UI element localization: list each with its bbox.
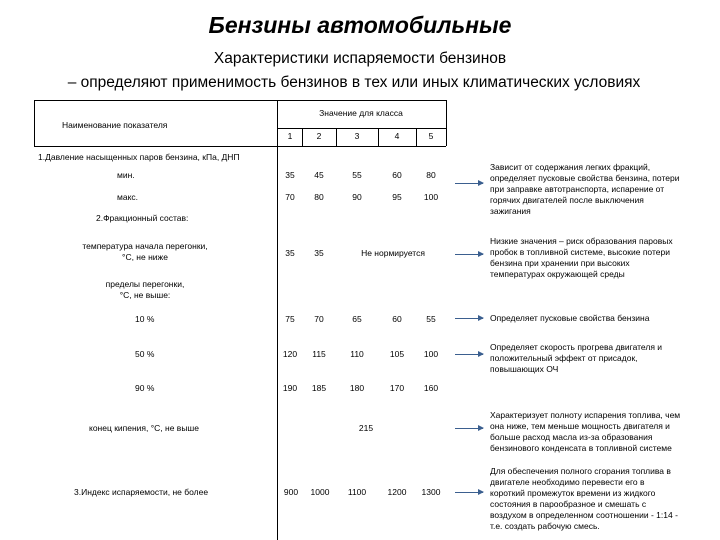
note-line: бензина при хранении при высоких bbox=[490, 258, 630, 268]
p50-label: 50 % bbox=[135, 349, 155, 359]
header-value: Значение для класса bbox=[319, 108, 403, 118]
arrow-right-icon bbox=[455, 492, 483, 493]
start-value-1: 35 bbox=[285, 248, 295, 258]
note-line: Определяет скорость прогрева двигателя и bbox=[490, 342, 663, 352]
p10-value-1: 75 bbox=[285, 314, 295, 324]
min-value-2: 45 bbox=[314, 170, 324, 180]
note-line: бензинового конденсата в топливной системе bbox=[490, 443, 672, 453]
max-label: макс. bbox=[117, 192, 138, 202]
note-line: Определяет пусковые свойства бензина bbox=[490, 313, 650, 323]
limits-label bbox=[106, 279, 185, 301]
max-value-5: 100 bbox=[423, 192, 439, 202]
p10-value-3: 65 bbox=[352, 314, 362, 324]
start-label bbox=[82, 241, 207, 263]
note-line: при заправке автотранспорта, испарение от bbox=[490, 184, 665, 194]
note-line: Низкие значения – риск образования паровых bbox=[490, 236, 673, 246]
note-line: зажигания bbox=[490, 206, 531, 216]
note-volatility-index bbox=[490, 466, 695, 532]
slide-subtitle: Характеристики испаряемости бензинов bbox=[213, 50, 507, 67]
max-value-2: 80 bbox=[314, 192, 324, 202]
p90-value-1: 190 bbox=[282, 383, 298, 393]
start-label-line1: температура начала перегонки, bbox=[82, 241, 208, 251]
class-3: 3 bbox=[354, 131, 360, 141]
p50-value-2: 115 bbox=[312, 349, 326, 359]
note-line: повышающих ОЧ bbox=[490, 364, 559, 374]
p10-value-2: 70 bbox=[314, 314, 324, 324]
p90-value-3: 180 bbox=[349, 383, 365, 393]
index-value-5: 1300 bbox=[421, 487, 441, 497]
section-2: 2.Фракционный состав: bbox=[96, 213, 189, 223]
index-value-1: 900 bbox=[283, 487, 299, 497]
note-line: Зависит от содержания легких фракций, bbox=[490, 162, 651, 172]
start-value-2: 35 bbox=[314, 248, 324, 258]
note-line: положительный эффект от присадок, bbox=[490, 353, 638, 363]
section-3: 3.Индекс испаряемости, не более bbox=[74, 487, 209, 497]
note-vapor-pressure bbox=[490, 162, 695, 217]
slide-subtitle-2: – определяют применимость бензинов в тех или иных климатических условиях bbox=[67, 74, 641, 91]
min-value-5: 80 bbox=[426, 170, 436, 180]
note-line: температурах окружающей среды bbox=[490, 269, 625, 279]
p10-label: 10 % bbox=[135, 314, 155, 324]
note-50-percent bbox=[490, 342, 695, 375]
note-line: больше расход масла из-за образования bbox=[490, 432, 653, 442]
arrow-right-icon bbox=[455, 183, 483, 184]
max-value-3: 90 bbox=[352, 192, 362, 202]
note-line: т.е. создать рабочую смесь. bbox=[490, 521, 600, 531]
p90-label: 90 % bbox=[135, 383, 155, 393]
limits-label-line1: пределы перегонки, bbox=[105, 279, 185, 289]
min-value-1: 35 bbox=[285, 170, 295, 180]
min-value-3: 55 bbox=[352, 170, 362, 180]
min-value-4: 60 bbox=[392, 170, 402, 180]
end-value: 215 bbox=[358, 423, 374, 433]
note-line: воздухом в определенном соотношении - 1:14 - bbox=[490, 510, 678, 520]
class-4: 4 bbox=[394, 131, 400, 141]
arrow-right-icon bbox=[455, 428, 483, 429]
max-value-1: 70 bbox=[285, 192, 295, 202]
p90-value-4: 170 bbox=[389, 383, 405, 393]
start-label-line2: °С, не ниже bbox=[122, 252, 168, 262]
index-value-4: 1200 bbox=[387, 487, 407, 497]
index-value-2: 1000 bbox=[310, 487, 330, 497]
index-value-3: 1100 bbox=[347, 487, 367, 497]
note-start-temperature bbox=[490, 236, 695, 280]
arrow-right-icon bbox=[455, 254, 483, 255]
class-5: 5 bbox=[428, 131, 434, 141]
p50-value-4: 105 bbox=[389, 349, 405, 359]
note-line: определяет пусковые свойства бензина, потери bbox=[490, 173, 680, 183]
p90-value-2: 185 bbox=[311, 383, 327, 393]
note-line: Характеризует полноту испарения топлива, чем bbox=[490, 410, 681, 420]
end-label: конец кипения, °С, не выше bbox=[89, 423, 199, 433]
min-label: мин. bbox=[117, 170, 135, 180]
class-2: 2 bbox=[316, 131, 322, 141]
p50-value-5: 100 bbox=[423, 349, 439, 359]
class-1: 1 bbox=[287, 131, 293, 141]
arrow-right-icon bbox=[455, 318, 483, 319]
note-line: короткий промежуток времени из жидкого bbox=[490, 488, 656, 498]
p50-value-3: 110 bbox=[350, 349, 364, 359]
note-line: она ниже, тем меньше мощность двигателя и bbox=[490, 421, 670, 431]
limits-label-line2: °С, не выше: bbox=[119, 290, 171, 300]
p90-value-5: 160 bbox=[423, 383, 439, 393]
p10-value-5: 55 bbox=[426, 314, 436, 324]
arrow-right-icon bbox=[455, 354, 483, 355]
note-line: состояния в парообразное и смешать с bbox=[490, 499, 647, 509]
slide-title: Бензины автомобильные bbox=[208, 12, 512, 38]
note-line: двигателе необходимо перевести его в bbox=[490, 477, 645, 487]
note-line: пробок в топливной системе, высокие потери bbox=[490, 247, 670, 257]
start-not-normed: Не нормируется bbox=[361, 248, 425, 258]
note-end-boiling bbox=[490, 410, 695, 454]
header-name: Наименование показателя bbox=[62, 120, 168, 130]
p10-value-4: 60 bbox=[392, 314, 402, 324]
p50-value-1: 120 bbox=[282, 349, 298, 359]
note-10-percent bbox=[490, 313, 695, 324]
max-value-4: 95 bbox=[392, 192, 402, 202]
note-line: горячих двигателей после выключения bbox=[490, 195, 644, 205]
note-line: Для обеспечения полного сгорания топлива в bbox=[490, 466, 671, 476]
section-1: 1.Давление насыщенных паров бензина, кПа, ДНП bbox=[38, 152, 240, 162]
